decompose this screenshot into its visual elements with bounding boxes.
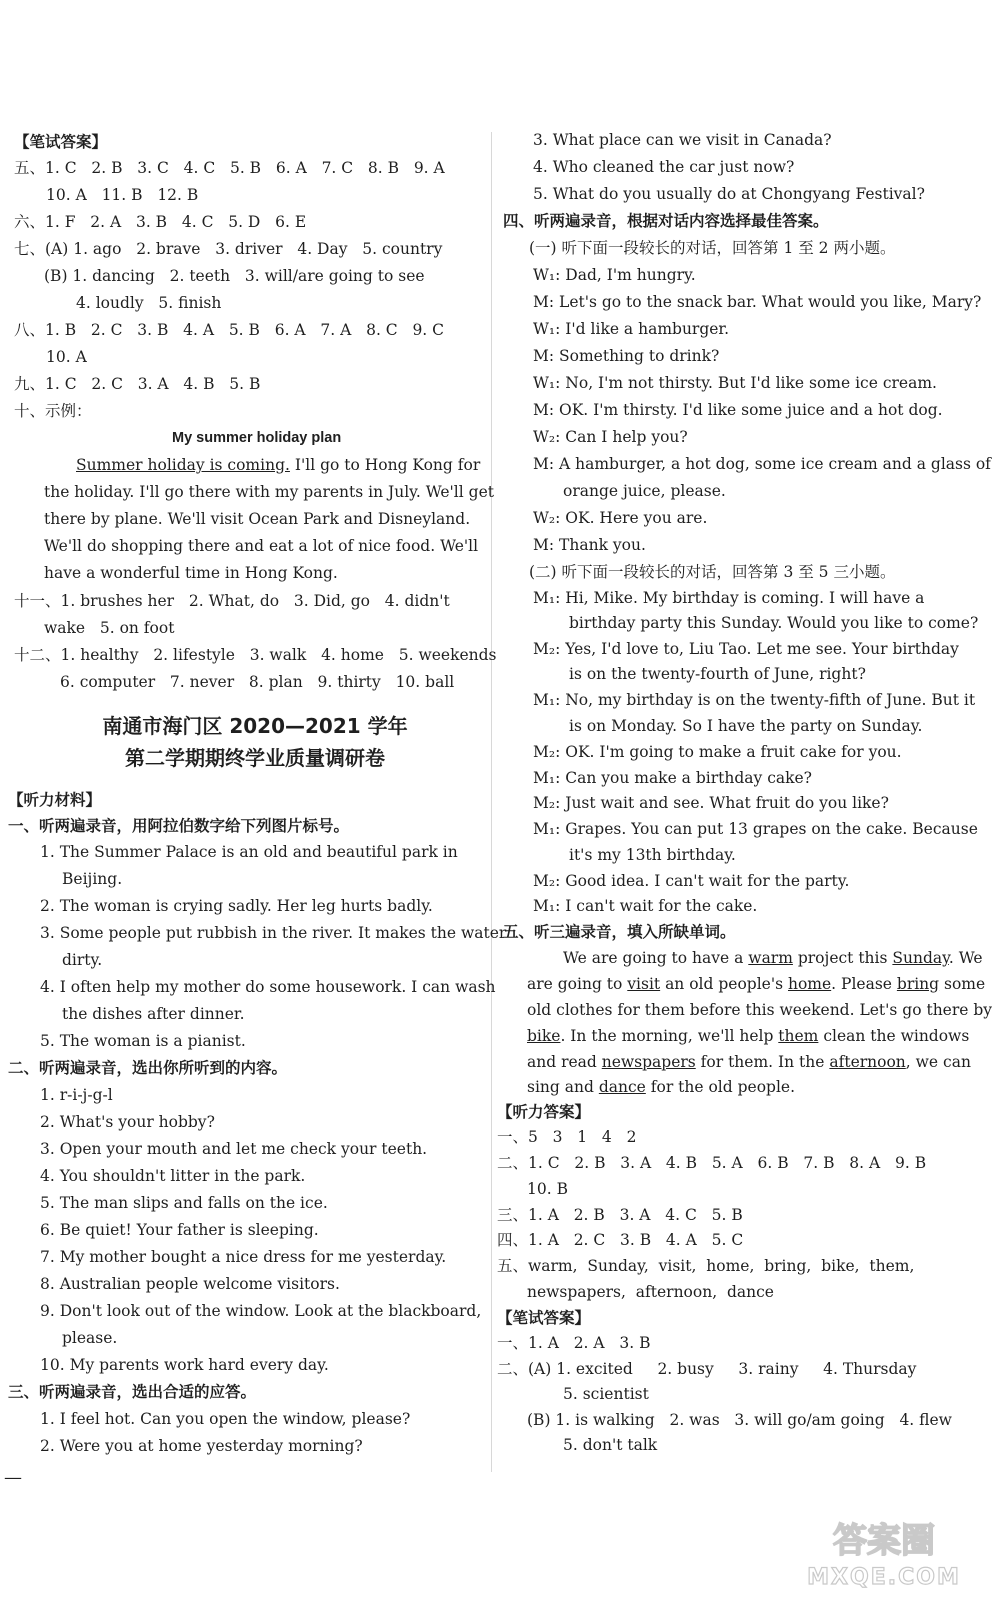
- written-answer-1: 一、1. A 2. A 3. B: [497, 1334, 651, 1352]
- ans: 4. C: [181, 213, 214, 231]
- answer-line-10: 十、示例：: [14, 402, 92, 420]
- s3-item-2: 2. Were you at home yesterday morning?: [40, 1437, 363, 1455]
- section-1-heading: 一、听两遍录音，用阿拉伯数字给下列图片标号。: [8, 817, 350, 835]
- passage-text: an old people's: [660, 975, 788, 993]
- watermark-text-cn: 答案圈: [833, 1521, 935, 1561]
- s1-item-1a: 1. The Summer Palace is an old and beautiful park in: [40, 843, 458, 861]
- passage-text: We are going to have a: [563, 949, 749, 967]
- s1-item-5: 5. The woman is a pianist.: [40, 1032, 246, 1050]
- page-mark: —: [4, 1467, 22, 1488]
- s2-item: 5. The man slips and falls on the ice.: [40, 1194, 328, 1212]
- passage-text: , we can: [905, 1053, 971, 1071]
- dialogue-1-line: W₁: No, I'm not thirsty. But I'd like some ice cream.: [533, 374, 937, 392]
- listening-answer-5: 五、warm, Sunday, visit, home, bring, bike, them,: [497, 1257, 915, 1275]
- dialogue-1-line: M: Something to drink?: [533, 347, 720, 365]
- passage-text: sing and: [527, 1078, 599, 1096]
- dialogue-1-line: M: OK. I'm thirsty. I'd like some juice and a hot dog.: [533, 401, 943, 419]
- blank-answer: afternoon: [829, 1053, 906, 1071]
- s4-part-1-heading: (一) 听下面一段较长的对话，回答第 1 至 2 两小题。: [529, 239, 896, 257]
- s2-item: 9. Don't look out of the window. Look at the blackboard,: [40, 1302, 482, 1320]
- ans: 5. D: [228, 213, 261, 231]
- passage-line-3: old clothes for them before this weekend. Let's go there by: [527, 1001, 993, 1019]
- ans: 9. A: [413, 159, 445, 177]
- dialogue-1-line: M: Let's go to the snack bar. What would you like, Mary?: [533, 293, 982, 311]
- passage-text: clean the windows: [818, 1027, 970, 1045]
- answer-line-6: [14, 210, 306, 234]
- written-answers-heading: 【笔试答案】: [14, 133, 108, 151]
- passage-line-2: [527, 972, 985, 996]
- ans: 六、1. F: [14, 213, 76, 231]
- s3-item-3: 3. What place can we visit in Canada?: [533, 131, 832, 149]
- ans: 五、1. C: [14, 159, 77, 177]
- dialogue-2-line: M₁: Grapes. You can put 13 grapes on the cake. Because: [533, 820, 978, 838]
- section-4-heading: 四、听两遍录音，根据对话内容选择最佳答案。: [503, 212, 829, 230]
- s1-item-4b: the dishes after dinner.: [62, 1005, 245, 1023]
- blank-answer: Sunday: [892, 949, 949, 967]
- ans: 6. E: [275, 213, 307, 231]
- s2-item: please.: [62, 1329, 118, 1347]
- ans: 7. C: [321, 159, 354, 177]
- passage-text: and read: [527, 1053, 602, 1071]
- essay-line-2: the holiday. I'll go there with my parents in July. We'll get: [44, 483, 494, 501]
- s2-item: 1. r-i-j-g-l: [40, 1086, 113, 1104]
- s4-part-2-heading: (二) 听下面一段较长的对话，回答第 3 至 5 三小题。: [529, 563, 896, 581]
- answer-line-8: 八、1. B 2. C 3. B 4. A 5. B 6. A 7. A 8. C 9. C: [14, 321, 445, 339]
- ans: 8. B: [367, 159, 400, 177]
- passage-text: are going to: [527, 975, 628, 993]
- passage-line-6: [527, 1075, 795, 1099]
- ans: 11. B: [101, 186, 143, 204]
- listening-answers-heading: 【听力答案】: [497, 1103, 591, 1121]
- blank-answer: home: [787, 975, 832, 993]
- dialogue-2-line: M₁: Can you make a birthday cake?: [533, 769, 812, 787]
- s3-item-5: 5. What do you usually do at Chongyang Festival?: [533, 185, 925, 203]
- answer-line-7b: (B) 1. dancing 2. teeth 3. will/are going to see: [44, 267, 425, 285]
- dialogue-1-line: M: A hamburger, a hot dog, some ice cream and a glass of: [533, 455, 991, 473]
- ans: 4. C: [183, 159, 216, 177]
- watermark-text-en: MXQE.COM: [807, 1565, 961, 1590]
- dialogue-2-line: M₂: OK. I'm going to make a fruit cake for you.: [533, 743, 902, 761]
- essay-text: I'll go to Hong Kong for: [289, 456, 481, 474]
- section-3-heading: 三、听两遍录音，选出合适的应答。: [8, 1383, 257, 1401]
- s3-item-1: 1. I feel hot. Can you open the window, please?: [40, 1410, 411, 1428]
- answer-line-7c: 4. loudly 5. finish: [76, 294, 222, 312]
- ans: 3. B: [135, 213, 168, 231]
- blank-answer: warm: [748, 949, 793, 967]
- answer-line-8b: 10. A: [46, 348, 87, 366]
- ans: 5. B: [229, 159, 262, 177]
- ans: 2. B: [91, 159, 123, 177]
- blank-answer: visit: [627, 975, 661, 993]
- s2-item: 4. You shouldn't litter in the park.: [40, 1167, 306, 1185]
- blank-answer: bring: [896, 975, 940, 993]
- listening-answer-1: 一、5 3 1 4 2: [497, 1128, 637, 1146]
- section-5-heading: 五、听三遍录音，填入所缺单词。: [503, 923, 736, 941]
- s2-item: 10. My parents work hard every day.: [40, 1356, 329, 1374]
- listening-answer-4: 四、1. A 2. C 3. B 4. A 5. C: [497, 1231, 744, 1249]
- blank-answer: them: [778, 1027, 819, 1045]
- answer-line-5b: [46, 183, 198, 207]
- passage-line-4: [527, 1024, 969, 1048]
- dialogue-2-line: M₁: Hi, Mike. My birthday is coming. I will have a: [533, 589, 925, 607]
- passage-line-5: [527, 1050, 971, 1074]
- dialogue-1-line: orange juice, please.: [563, 482, 726, 500]
- passage-line-1: [563, 946, 983, 970]
- dialogue-1-line: W₂: OK. Here you are.: [533, 509, 708, 527]
- dialogue-2-line: M₂: Just wait and see. What fruit do you like?: [533, 794, 889, 812]
- dialogue-2-line: it's my 13th birthday.: [569, 846, 736, 864]
- answer-line-12a: 十二、1. healthy 2. lifestyle 3. walk 4. home 5. weekends: [14, 646, 497, 664]
- ans: 6. A: [275, 159, 307, 177]
- ans: 12. B: [157, 186, 199, 204]
- written-answer-2a: 二、(A) 1. excited 2. busy 3. rainy 4. Thursday: [497, 1360, 917, 1378]
- ans: 3. C: [137, 159, 169, 177]
- s2-item: 2. What's your hobby?: [40, 1113, 215, 1131]
- answer-line-9: 九、1. C 2. C 3. A 4. B 5. B: [14, 375, 261, 393]
- listening-material-heading: 【听力材料】: [8, 791, 102, 809]
- answer-line-7a: 七、(A) 1. ago 2. brave 3. driver 4. Day 5. country: [14, 240, 443, 258]
- answer-line-12b: 6. computer 7. never 8. plan 9. thirty 10. ball: [60, 673, 455, 691]
- section-2-heading: 二、听两遍录音，选出你所听到的内容。: [8, 1059, 288, 1077]
- written-answer-2b: 5. scientist: [563, 1385, 649, 1403]
- dialogue-1-line: W₂: Can I help you?: [533, 428, 688, 446]
- dialogue-2-line: M₂: Good idea. I can't wait for the party.: [533, 872, 850, 890]
- s2-item: 8. Australian people welcome visitors.: [40, 1275, 340, 1293]
- s2-item: 6. Be quiet! Your father is sleeping.: [40, 1221, 319, 1239]
- s2-item: 3. Open your mouth and let me check your teeth.: [40, 1140, 428, 1158]
- essay-line-1: [76, 453, 480, 477]
- s1-item-3a: 3. Some people put rubbish in the river. It makes the water: [40, 924, 507, 942]
- passage-text: . In the morning, we'll help: [560, 1027, 779, 1045]
- answer-line-11a: 十一、1. brushes her 2. What, do 3. Did, go 4. didn't: [14, 592, 450, 610]
- written-answer-2d: 5. don't talk: [563, 1436, 658, 1454]
- listening-answer-3: 三、1. A 2. B 3. A 4. C 5. B: [497, 1206, 743, 1224]
- listening-answer-2b: 10. B: [527, 1180, 568, 1198]
- dialogue-2-line: is on the twenty-fourth of June, right?: [569, 665, 866, 683]
- dialogue-2-line: M₁: I can't wait for the cake.: [533, 897, 758, 915]
- dialogue-2-line: M₂: Yes, I'd love to, Liu Tao. Let me see. Your birthday: [533, 640, 959, 658]
- exam-title-line-1: 南通市海门区 2020—2021 学年: [102, 714, 408, 738]
- s2-item: 7. My mother bought a nice dress for me yesterday.: [40, 1248, 447, 1266]
- essay-underlined: Summer holiday is coming.: [76, 456, 290, 474]
- written-answers-heading-2: 【笔试答案】: [497, 1309, 591, 1327]
- answer-line-11b: wake 5. on foot: [44, 619, 175, 637]
- written-answer-2c: (B) 1. is walking 2. was 3. will go/am going 4. flew: [527, 1411, 952, 1429]
- listening-answer-2: 二、1. C 2. B 3. A 4. B 5. A 6. B 7. B 8. A 9. B: [497, 1154, 927, 1172]
- s1-item-4a: 4. I often help my mother do some housework. I can wash: [40, 978, 496, 996]
- answer-line-5: [14, 156, 445, 180]
- s1-item-1b: Beijing.: [62, 870, 123, 888]
- passage-text: for them. In the: [695, 1053, 830, 1071]
- s3-item-4: 4. Who cleaned the car just now?: [533, 158, 795, 176]
- passage-text: . Please: [831, 975, 897, 993]
- exam-title-line-2: 第二学期期终学业质量调研卷: [125, 746, 385, 770]
- ans: 10. A: [46, 186, 87, 204]
- dialogue-1-line: W₁: I'd like a hamburger.: [533, 320, 730, 338]
- watermark-logo: [784, 1512, 984, 1592]
- passage-text: project this: [792, 949, 893, 967]
- essay-line-3: there by plane. We'll visit Ocean Park and Disneyland.: [44, 510, 471, 528]
- passage-text: . We: [948, 949, 983, 967]
- s1-item-3b: dirty.: [62, 951, 103, 969]
- dialogue-1-line: M: Thank you.: [533, 536, 646, 554]
- passage-text: for the old people.: [645, 1078, 796, 1096]
- blank-answer: newspapers: [601, 1053, 696, 1071]
- s1-item-2: 2. The woman is crying sadly. Her leg hurts badly.: [40, 897, 433, 915]
- passage-text: some: [939, 975, 986, 993]
- dialogue-1-line: W₁: Dad, I'm hungry.: [533, 266, 696, 284]
- dialogue-2-line: is on Monday. So I have the party on Sunday.: [569, 717, 923, 735]
- essay-line-5: have a wonderful time in Hong Kong.: [44, 564, 338, 582]
- listening-answer-5b: newspapers, afternoon, dance: [527, 1283, 774, 1301]
- essay-line-4: We'll do shopping there and eat a lot of nice food. We'll: [44, 537, 479, 555]
- dialogue-2-line: M₁: No, my birthday is on the twenty-fifth of June. But it: [533, 691, 976, 709]
- dialogue-2-line: birthday party this Sunday. Would you like to come?: [569, 614, 979, 632]
- blank-answer: dance: [598, 1078, 646, 1096]
- ans: 2. A: [90, 213, 122, 231]
- column-divider: [491, 132, 492, 1472]
- blank-answer: bike: [527, 1027, 561, 1045]
- essay-title: My summer holiday plan: [172, 430, 342, 446]
